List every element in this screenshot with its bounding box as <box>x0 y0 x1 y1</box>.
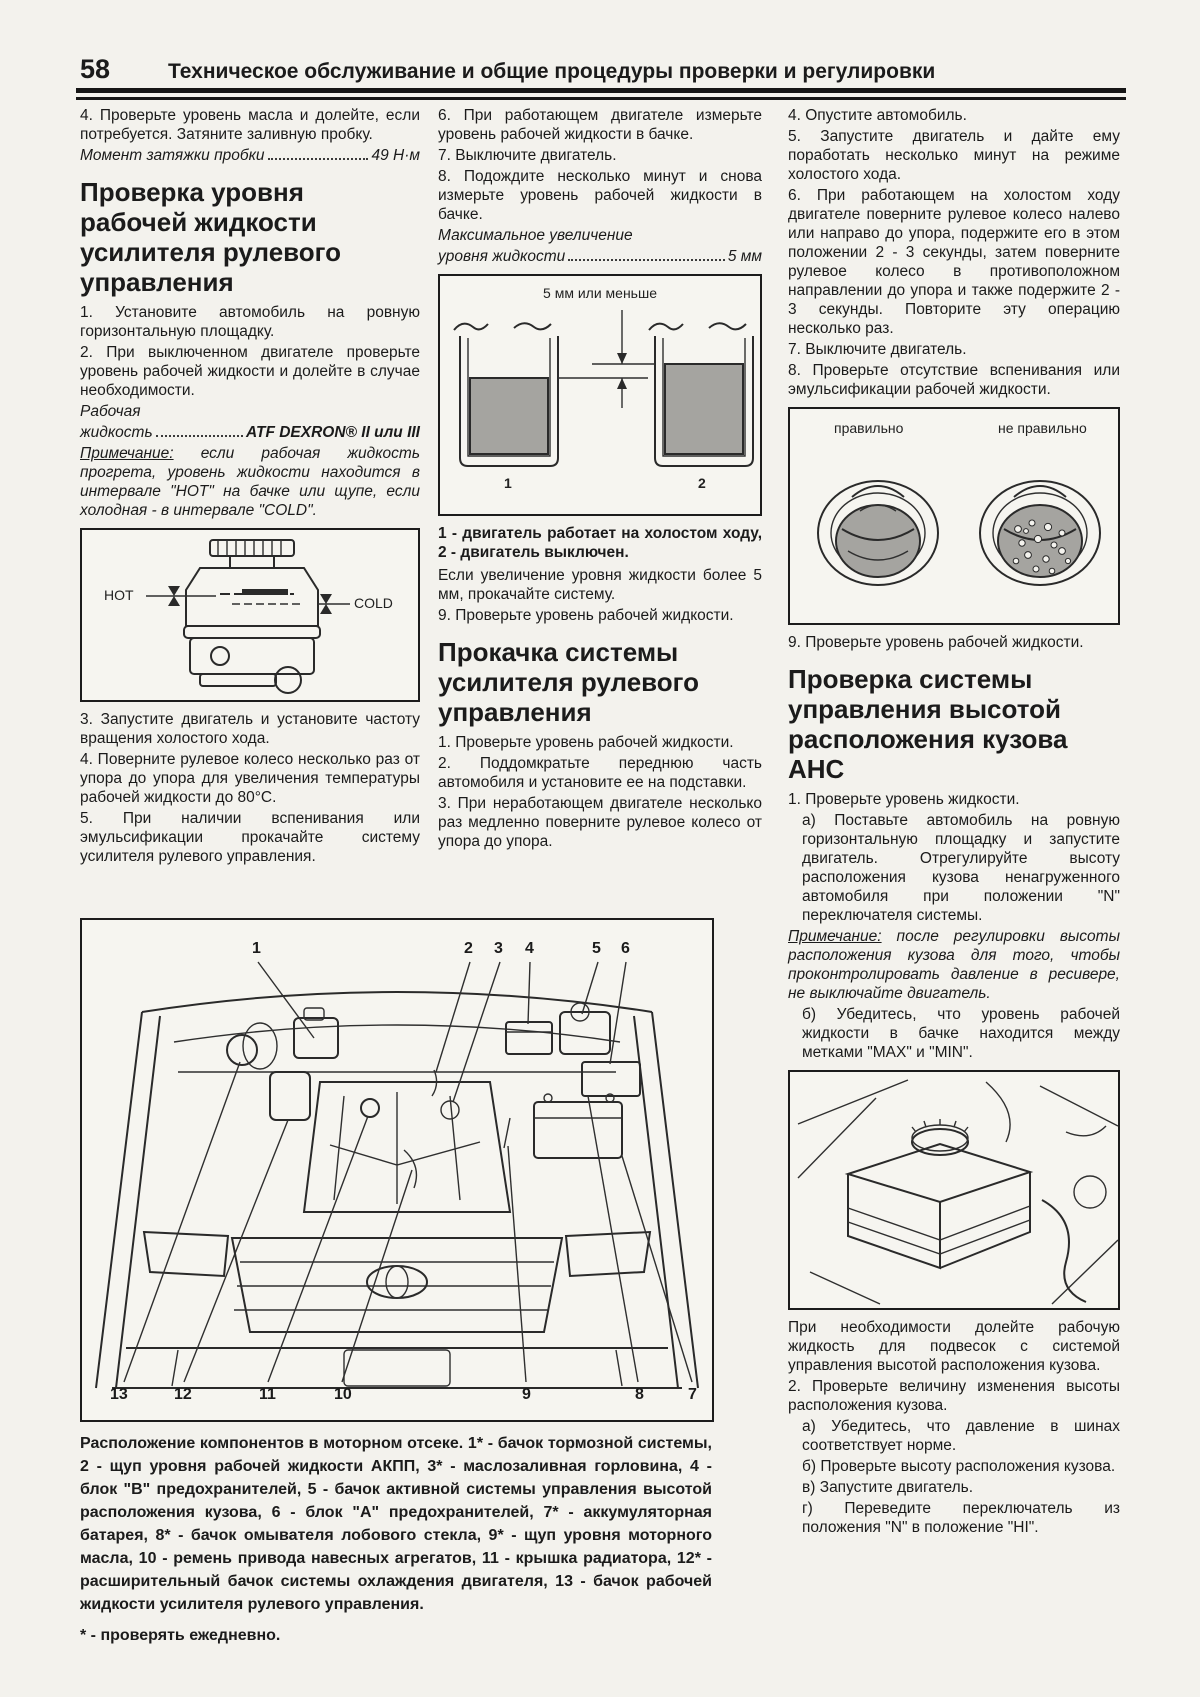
spec-value: ATF DEXRON® II или III <box>245 424 420 441</box>
dotted-leader <box>568 259 725 261</box>
fluid-level-drawing <box>440 276 760 514</box>
spec-label: Момент затяжки пробки <box>80 147 265 164</box>
figure-foaming-check <box>788 407 1120 625</box>
step-paragraph: 4. Проверьте уровень масла и долейте, если потребуется. Затяните заливную пробку. <box>80 107 420 143</box>
callout-10: 10 <box>334 1386 352 1403</box>
engine-figure-footnote: * - проверять ежедневно. <box>80 1627 281 1644</box>
foaming-drawing <box>790 409 1118 623</box>
step-paragraph: 1. Проверьте уровень жидкости. <box>788 791 1020 808</box>
substep-paragraph: б) Проверьте высоту расположения кузова. <box>802 1458 1116 1475</box>
spec-value: 49 Н·м <box>371 147 420 164</box>
note-paragraph <box>788 927 1120 1003</box>
callout-2: 2 <box>464 940 473 957</box>
cold-mark-label: COLD <box>354 595 393 611</box>
step-paragraph: 7. Выключите двигатель. <box>788 341 967 358</box>
note-label: Примечание: <box>80 445 174 462</box>
incorrect-label: не правильно <box>998 420 1087 436</box>
step-paragraph: 2. Поддомкратьте переднюю часть автомобиля и установите ее на подставки. <box>438 755 762 791</box>
page-title: Техническое обслуживание и общие процедуры проверки и регулировки <box>168 60 936 83</box>
step-paragraph: 9. Проверьте уровень рабочей жидкости. <box>788 634 1084 651</box>
step-paragraph: 8. Проверьте отсутствие вспенивания или эмульсификации рабочей жидкости. <box>788 362 1120 398</box>
figure-ahc-reservoir <box>788 1070 1120 1310</box>
spec-value: 5 мм <box>727 248 762 265</box>
section-heading-ps-bleeding: Прокачка системы усилителя рулевого управления <box>438 637 700 727</box>
item-number-1: 1 <box>504 475 512 491</box>
section-heading-ps-fluid-check: Проверка уровня рабочей жидкости усилителя рулевого управления <box>80 177 342 297</box>
substep-paragraph: а) Поставьте автомобиль на ровную горизонтальную площадку и запустите двигатель. Отрегулируйте высоту расположения кузова ненагруженного автомобиля при положении "N" переключателя системы. <box>802 812 1120 924</box>
hot-mark-label: HOT <box>104 587 134 603</box>
correct-label: правильно <box>834 420 904 436</box>
callout-5: 5 <box>592 940 601 957</box>
figure-engine-compartment <box>80 918 714 1422</box>
step-paragraph: 2. При выключенном двигателе проверьте уровень рабочей жидкости и долейте в случае необходимости. <box>80 344 420 399</box>
note-paragraph <box>80 444 420 520</box>
substep-paragraph: б) Убедитесь, что уровень рабочей жидкости в бачке находится между метками "MAX" и "MIN". <box>802 1006 1120 1061</box>
substep-paragraph: в) Запустите двигатель. <box>802 1479 973 1496</box>
spec-torque <box>80 146 420 165</box>
step-paragraph: 5. При наличии вспенивания или эмульсификации прокачайте систему усилителя рулевого управления. <box>80 810 420 865</box>
engine-figure-caption-block <box>80 1432 712 1647</box>
callout-6: 6 <box>621 940 630 957</box>
step-paragraph: 4. Поверните рулевое колесо несколько раз от упора до упора для увеличения температуры рабочей жидкости до 80°C. <box>80 751 420 806</box>
callout-1: 1 <box>252 940 261 957</box>
step-paragraph: 3. При неработающем двигателе несколько раз медленно поверните рулевое колесо от упора до упора. <box>438 795 762 850</box>
spec-level <box>438 247 762 266</box>
column-right <box>788 106 1120 1539</box>
step-paragraph: 3. Запустите двигатель и установите частоту вращения холостого хода. <box>80 711 420 747</box>
step-paragraph: 9. Проверьте уровень рабочей жидкости. <box>438 607 734 624</box>
figure-caption: 1 - двигатель работает на холостом ходу, 2 - двигатель выключен. <box>438 525 762 561</box>
item-number-2: 2 <box>698 475 706 491</box>
step-paragraph: 2. Проверьте величину изменения высоты расположения кузова. <box>788 1378 1120 1414</box>
paragraph: Если увеличение уровня жидкости более 5 мм, прокачайте систему. <box>438 567 762 603</box>
dotted-leader <box>268 158 369 160</box>
figure-ps-reservoir-hot-cold <box>80 528 420 702</box>
step-paragraph: 1. Проверьте уровень рабочей жидкости. <box>438 734 734 751</box>
callout-3: 3 <box>494 940 503 957</box>
dimension-label: 5 мм или меньше <box>543 285 657 301</box>
section-heading-ahc-check: Проверка системы управления высотой расположения кузова АНС <box>788 664 1068 784</box>
note-text: если рабочая жидкость прогрета, уровень жидкости находится в интервале "HOT" на бачке или щупе, если холодная - в интервале "COLD". <box>80 445 420 519</box>
substep-paragraph: г) Переведите переключатель из положения "N" в положение "HI". <box>802 1500 1120 1536</box>
dotted-leader <box>156 435 243 437</box>
engine-figure-caption: Расположение компонентов в моторном отсеке. 1* - бачок тормозной системы, 2 - щуп уровня рабочей жидкости АКПП, 3* - маслозаливная горловина, 4 - блок "В" предохранителей, 5 - бачок активной системы управления высотой расположения кузова, 6 - блок "А" предохранителей, 7* - аккумуляторная батарея, 8* - бачок омывателя лобового стекла, 9* - щуп уровня моторного масла, 10 - ремень привода навесных агрегатов, 11 - крышка радиатора, 12* - расширительный бачок системы охлаждения двигателя, 13 - бачок рабочей жидкости усилителя рулевого управления. <box>80 1435 712 1613</box>
step-paragraph: 6. При работающем на холостом ходу двигателе поверните рулевое колесо налево или направо до упора, подержите его в этом положении 2 - 3 секунды, затем поверните рулевое колесо в противоположном направлении до упора и также подержите 2 - 3 секунды. Повторите эту операцию несколько раз. <box>788 187 1120 337</box>
callout-11: 11 <box>259 1386 276 1403</box>
ps-reservoir-drawing <box>82 530 418 700</box>
callout-12: 12 <box>174 1386 192 1403</box>
figure-fluid-level-rise <box>438 274 762 516</box>
step-paragraph: 7. Выключите двигатель. <box>438 147 617 164</box>
paragraph: При необходимости долейте рабочую жидкость для подвесок с системой управления высотой расположения кузова. <box>788 1319 1120 1374</box>
step-paragraph: 1. Установите автомобиль на ровную горизонтальную площадку. <box>80 304 420 340</box>
spec-label: уровня жидкости <box>438 248 566 265</box>
callout-8: 8 <box>635 1386 644 1403</box>
header-rule <box>76 88 1126 100</box>
ahc-reservoir-drawing <box>790 1072 1118 1308</box>
substep-paragraph: а) Убедитесь, что давление в шинах соответствует норме. <box>802 1418 1120 1454</box>
step-paragraph: 6. При работающем двигателе измерьте уровень рабочей жидкости в бачке. <box>438 107 762 143</box>
spec-label: жидкость <box>80 424 153 441</box>
note-text: после регулировки высоты расположения кузова для того, чтобы проконтролировать давление в ресивере, не выключайте двигатель. <box>788 928 1120 1002</box>
callout-13: 13 <box>110 1386 128 1403</box>
note-label: Примечание: <box>788 928 882 945</box>
column-middle <box>438 106 762 853</box>
spec-fluid-line1: Рабочая <box>80 403 141 420</box>
callout-7: 7 <box>688 1386 697 1403</box>
step-paragraph: 8. Подождите несколько минут и снова измерьте уровень рабочей жидкости в бачке. <box>438 168 762 223</box>
callout-4: 4 <box>525 940 534 957</box>
column-left <box>80 106 420 868</box>
page-number: 58 <box>80 54 111 84</box>
callout-9: 9 <box>522 1386 531 1403</box>
step-paragraph: 5. Запустите двигатель и дайте ему поработать несколько минут на режиме холостого хода. <box>788 128 1120 183</box>
engine-compartment-drawing <box>82 920 712 1420</box>
spec-level-line1: Максимальное увеличение <box>438 227 633 244</box>
spec-fluid <box>80 423 420 442</box>
step-paragraph: 4. Опустите автомобиль. <box>788 107 967 124</box>
